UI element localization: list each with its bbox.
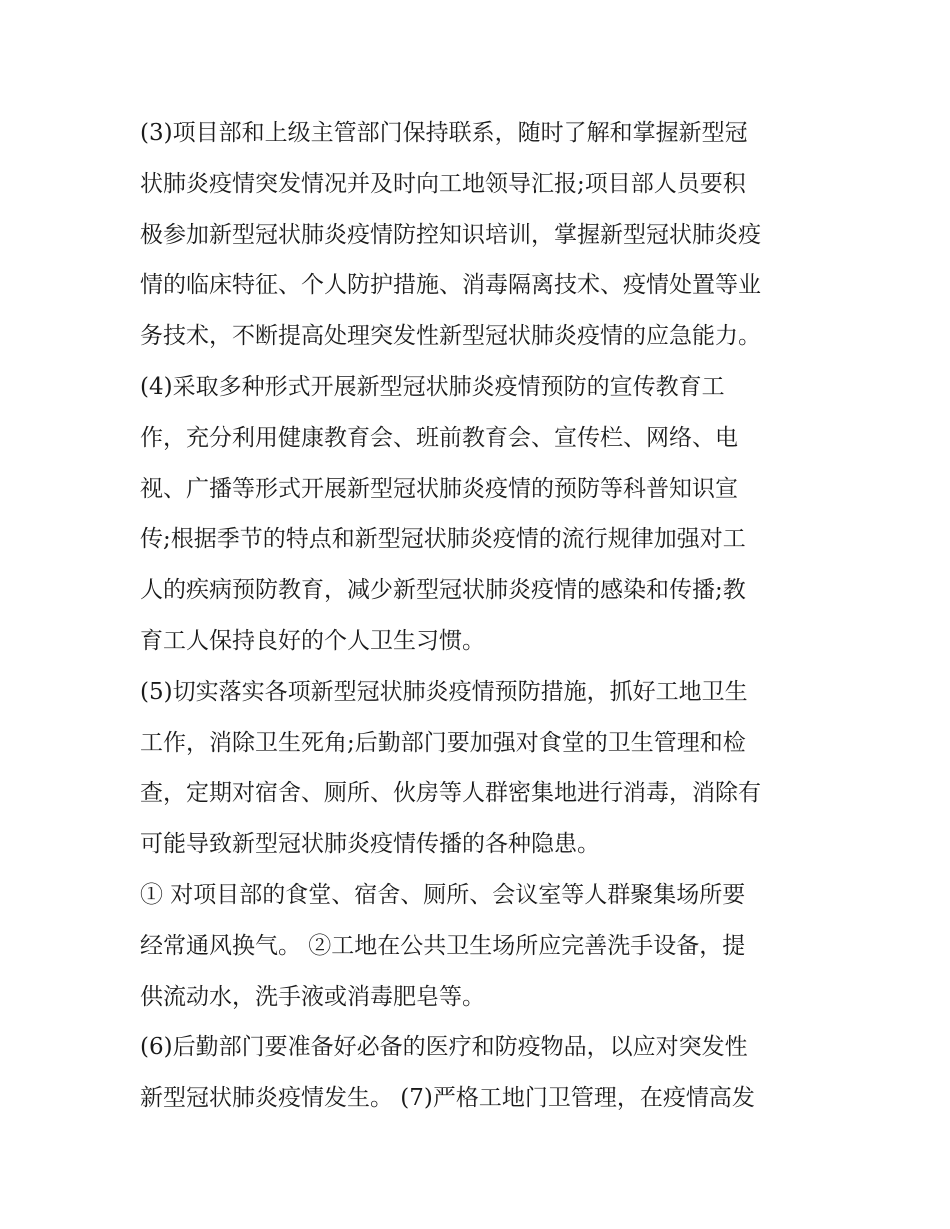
text-line: 经常通风换气。 ②工地在公共卫生场所应完善洗手设备，提: [140, 932, 746, 959]
text-line: 作，充分利用健康教育会、班前教育会、宣传栏、网络、电: [140, 424, 738, 451]
text-line: 供流动水，洗手液或消毒肥皂等。: [140, 983, 485, 1010]
text-line: 育工人保持良好的个人卫生习惯。: [140, 627, 485, 654]
text-line: (3)项目部和上级主管部门保持联系，随时了解和掌握新型冠: [140, 120, 748, 146]
text-line: 传;根据季节的特点和新型冠状肺炎疫情的流行规律加强对工: [140, 526, 746, 553]
text-line: 新型冠状肺炎疫情发生。 (7)严格工地门卫管理，在疫情高发: [140, 1085, 755, 1112]
document-body: [140, 108, 830, 1124]
text-line: (4)采取多种形式开展新型冠状肺炎疫情预防的宣传教育工: [140, 373, 725, 400]
text-line: 可能导致新型冠状肺炎疫情传播的各种隐患。: [140, 831, 600, 858]
text-line: 情的临床特征、个人防护措施、消毒隔离技术、疫情处置等业: [140, 272, 761, 299]
text-line: ① 对项目部的食堂、宿舍、厕所、会议室等人群聚集场所要: [140, 881, 746, 908]
text-line: (6)后勤部门要准备好必备的医疗和防疫物品，以应对突发性: [140, 1034, 748, 1061]
text-line: 查，定期对宿舍、厕所、伙房等人群密集地进行消毒，消除有: [140, 780, 761, 807]
text-line: 人的疾病预防教育，减少新型冠状肺炎疫情的感染和传播;教: [140, 577, 746, 604]
text-line: 状肺炎疫情突发情况并及时向工地领导汇报;项目部人员要积: [140, 170, 746, 197]
text-line: 务技术，不断提高处理突发性新型冠状肺炎疫情的应急能力。: [140, 323, 761, 350]
text-line: 视、广播等形式开展新型冠状肺炎疫情的预防等科普知识宣: [140, 475, 738, 502]
text-line: (5)切实落实各项新型冠状肺炎疫情预防措施，抓好工地卫生: [140, 678, 748, 705]
text-line: 极参加新型冠状肺炎疫情防控知识培训，掌握新型冠状肺炎疫: [140, 221, 761, 248]
text-line: 工作，消除卫生死角;后勤部门要加强对食堂的卫生管理和检: [140, 729, 746, 756]
